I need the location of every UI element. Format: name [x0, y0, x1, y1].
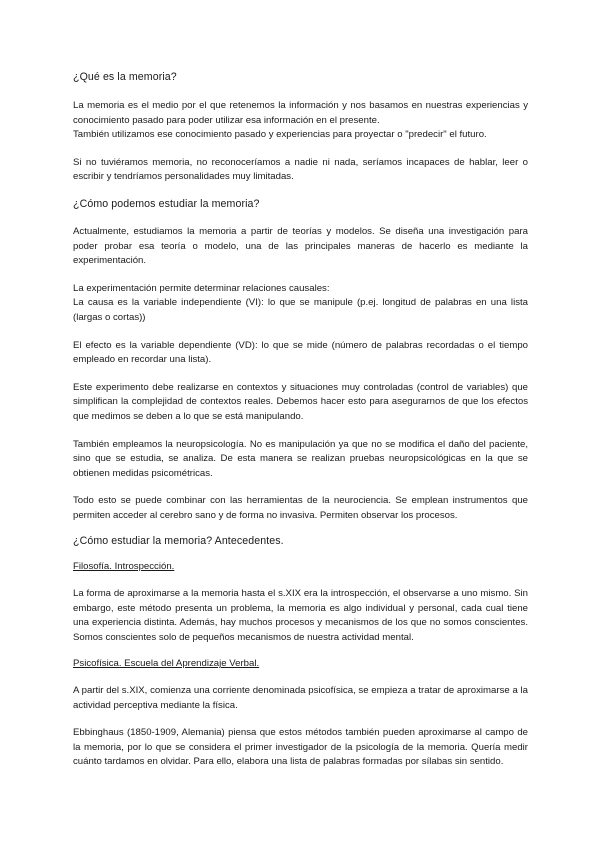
paragraph-psicofisica: A partir del s.XIX, comienza una corriente denominada psicofísica, se empieza a tratar de aproximarse a la actividad perceptiva mediante la física. — [73, 685, 528, 711]
paragraph-introspeccion: La forma de aproximarse a la memoria hasta el s.XIX era la introspección, el observarse a uno mismo. Sin embargo, este método presenta un problema, la memoria es algo individual y personal, cada cual tiene una experiencia distinta. Además, hay muchos procesos y mecanismos de los que no somos conscientes. Somos conscientes solo de pequeños mecanismos de nuestra actividad mental. — [73, 588, 528, 643]
paragraph-neurociencia: Todo esto se puede combinar con las herramientas de la neurociencia. Se emplean instrumentos que permiten acceder al cerebro sano y de forma no invasiva. Permiten observar los procesos. — [73, 495, 528, 521]
paragraph-variable-dependiente: El efecto es la variable dependiente (VD): lo que se mide (número de palabras recordadas o el tiempo empleado en recordar una lista). — [73, 339, 528, 366]
paragraph-ebbinghaus: Ebbinghaus (1850-1909, Alemania) piensa que estos métodos también pueden aproximarse al campo de la memoria, por lo que se considera el primer investigador de la psicología de la memoria. Quería medir cuánto tardamos en olvidar. Para ello, elabora una lista de palabras formadas por sílabas sin sentido. — [73, 727, 528, 768]
paragraph-sin-memoria: Si no tuviéramos memoria, no reconoceríamos a nadie ni nada, seríamos incapaces de hablar, leer o escribir y tendríamos personalidades muy limitadas. — [73, 156, 528, 183]
paragraph-contextos-controlados: Este experimento debe realizarse en contextos y situaciones muy controladas (control de variables) que simplifican la complejidad de contextos reales. Debemos hacer esto para asegurarnos de que los efectos que medimos se deben a lo que se está manipulando. — [73, 381, 528, 422]
subheading-psicofisica: Psicofísica. Escuela del Aprendizaje Verbal. — [73, 658, 260, 670]
subheading-filosofia: Filosofía. Introspección. — [73, 561, 175, 573]
paragraph-teorias-modelos: Actualmente, estudiamos la memoria a partir de teorías y modelos. Se diseña una investigación para poder probar esa teoría o modelo, una de las principales maneras de hacerlo es mediante la experimentación. — [73, 225, 528, 267]
paragraph-variable-independiente: La causa es la variable independiente (VI): lo que se manipule (p.ej. longitud de palabras en una lista (largas o cortas)) — [73, 297, 528, 323]
heading-antecedentes: ¿Cómo estudiar la memoria? Antecedentes. — [73, 535, 284, 548]
paragraph-neuropsicologia: También empleamos la neuropsicología. No es manipulación ya que no se modifica el daño del paciente, sino que se estudia, se analiza. De esta manera se realizan pruebas neuropsicológicas en la que se obtienen medidas psicométricas. — [73, 438, 528, 479]
heading-que-es-memoria: ¿Qué es la memoria? — [73, 71, 177, 83]
paragraph-proyectar-futuro: También utilizamos ese conocimiento pasado y experiencias para proyectar o "predecir" el futuro. — [73, 129, 487, 141]
heading-como-estudiar: ¿Cómo podemos estudiar la memoria? — [73, 197, 260, 210]
paragraph-definicion: La memoria es el medio por el que retenemos la información y nos basamos en nuestras experiencias y conocimiento pasado para poder utilizar esa información en el presente. — [73, 100, 528, 126]
paragraph-relaciones-causales: La experimentación permite determinar relaciones causales: — [73, 282, 330, 294]
